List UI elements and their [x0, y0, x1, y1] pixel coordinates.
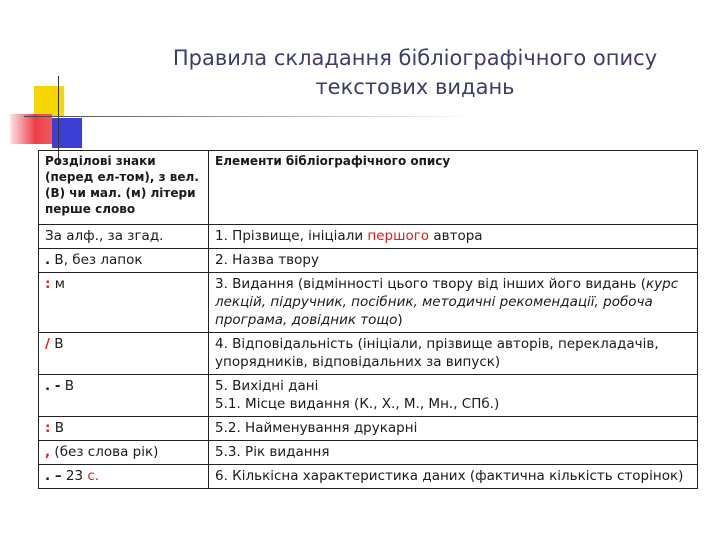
row-8-sign-highlight: с.	[87, 468, 100, 484]
row-4-sign-text: В	[49, 336, 64, 352]
row-8-element: 6. Кількісна характеристика даних (фактична кількість сторінок)	[209, 465, 698, 489]
row-6-sign-text: В	[50, 420, 64, 436]
row-3-sign	[39, 273, 209, 333]
row-5-sign	[39, 375, 209, 417]
row-7-punct: ,	[45, 444, 51, 460]
title-line-2: текстових видань	[315, 75, 515, 99]
row-2-punct: .	[45, 252, 51, 268]
table-row	[39, 465, 698, 489]
row-8-sign-text: 23	[61, 468, 88, 484]
row-6-punct: :	[45, 420, 51, 436]
table-header-row	[39, 151, 698, 225]
row-1-sign	[39, 225, 209, 249]
row-4-element: 4. Відповідальність (ініціали, прізвище авторів, перекладачів, упорядників, відповідальних за випуск)	[209, 333, 698, 375]
row-3-element-tail: )	[397, 312, 403, 328]
row-8-punct: . –	[45, 468, 62, 484]
row-3-element-text: 3. Видання (відмінності цього твору від інших його видань (	[215, 276, 647, 292]
decor-blue-square	[52, 118, 82, 148]
row-5-element-line-2: 5.1. Місце видання (К., Х., М., Мн., СПб.)	[215, 396, 500, 412]
header-punctuation: Розділові знаки (перед ел-том), з вел. (В) чи мал. (м) літери перше слово	[39, 151, 209, 225]
row-2-sign	[39, 249, 209, 273]
table-row	[39, 225, 698, 249]
decor-red-square	[10, 114, 52, 144]
row-3-sign-text: м	[50, 276, 65, 292]
row-5-element	[209, 375, 698, 417]
header-elements: Елементи бібліографічного опису	[209, 151, 698, 225]
table-row	[39, 441, 698, 465]
row-1-element	[209, 225, 698, 249]
row-1-sign-text: За алф., за згад.	[45, 228, 164, 244]
row-5-sign-text: В	[60, 378, 74, 394]
row-3-punct: :	[45, 276, 51, 292]
row-7-sign	[39, 441, 209, 465]
row-7-element: 5.3. Рік видання	[209, 441, 698, 465]
row-1-element-tail: автора	[429, 228, 483, 244]
row-4-sign	[39, 333, 209, 375]
title-line-1: Правила складання бібліографічного опису	[172, 46, 658, 70]
row-3-element-italic: курс лекцій, підручник, посібник, методичні рекомендації, робоча програма, довідник тощо	[215, 276, 679, 328]
row-3-element	[209, 273, 698, 333]
row-4-punct: /	[45, 336, 50, 352]
row-1-element-text: 1. Прізвище, ініціали	[215, 228, 368, 244]
table-row	[39, 273, 698, 333]
row-8-sign	[39, 465, 209, 489]
row-6-sign	[39, 417, 209, 441]
table-row	[39, 375, 698, 417]
decor-horizontal-line	[24, 116, 474, 117]
table-row	[39, 333, 698, 375]
row-5-punct: . -	[45, 378, 61, 394]
row-6-element: 5.2. Найменування друкарні	[209, 417, 698, 441]
row-1-element-highlight: першого	[367, 228, 430, 244]
row-2-element: 2. Назва твору	[209, 249, 698, 273]
table-row	[39, 249, 698, 273]
page-title	[150, 44, 680, 102]
row-2-sign-text: В, без лапок	[50, 252, 143, 268]
decor-yellow-square	[34, 86, 64, 116]
bibliographic-rules-table	[38, 150, 698, 489]
row-5-element-line-1: 5. Вихідні дані	[215, 378, 319, 394]
row-7-sign-text: (без слова рік)	[50, 444, 159, 460]
table-row	[39, 417, 698, 441]
